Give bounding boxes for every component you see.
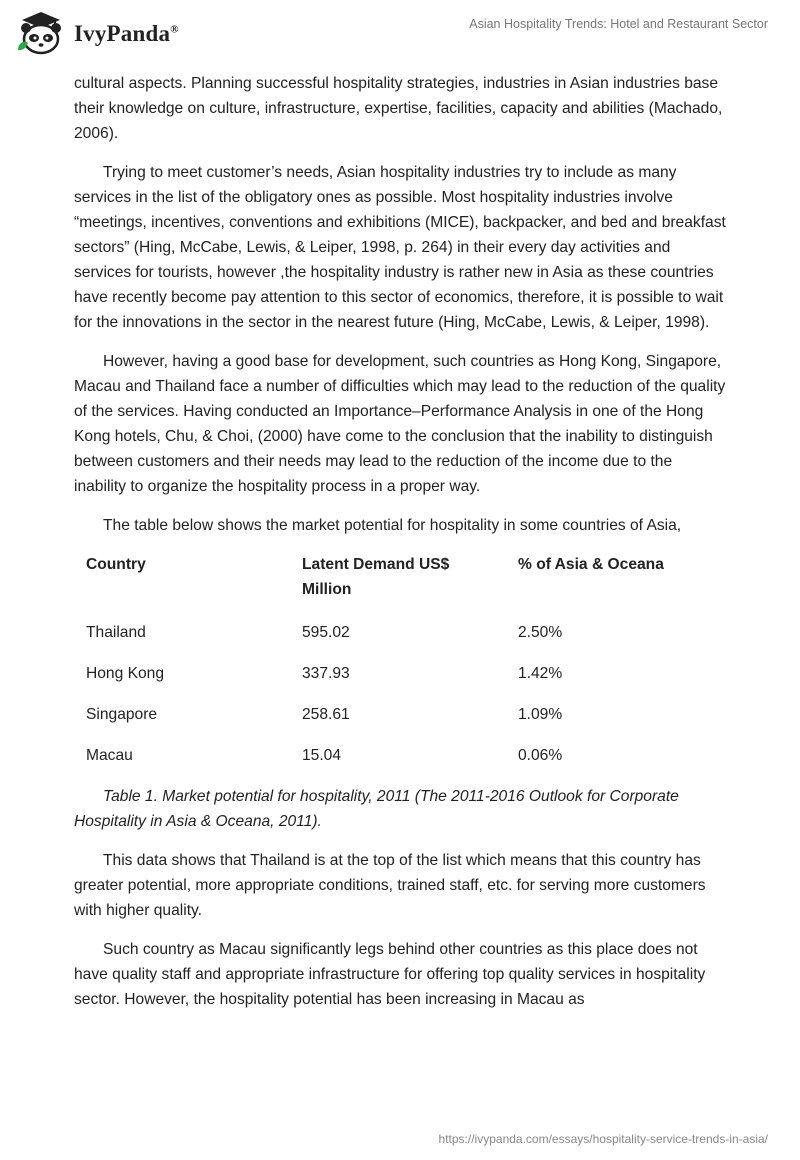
paragraph: Trying to meet customer’s needs, Asian hospitality industries try to include as many services in the list of the obligatory ones as possible. Most hospitality industries involve “meetings, incentives, conventions and exhibitions (MICE), backpacker, and bed and breakfast sectors” (Hing, McCabe, Lewis, & Leiper, 1998, p. 264) in their every day activities and services for tourists, however ,the hospitality industry is rather new in Asia as these countries have recently become pay attention to this sector of economics, therefore, it is possible to wait for the innovations in the sector in the nearest future (Hing, McCabe, Lewis, & Leiper, 1998). bbox=[74, 164, 726, 331]
cell-percent: 1.09% bbox=[518, 706, 563, 723]
panda-mascot-icon bbox=[14, 10, 68, 58]
paragraph: This data shows that Thailand is at the top of the list which means that this country has greater potential, more appropriate conditions, trained staff, etc. for serving more customers with higher quality. bbox=[74, 852, 706, 919]
cell-latent-demand: 258.61 bbox=[302, 706, 350, 723]
paragraph: cultural aspects. Planning successful hospitality strategies, industries in Asian industries base their knowledge on culture, infrastructure, expertise, facilities, capacity and abilities (Machado, 2006). bbox=[74, 75, 723, 142]
cell-percent: 0.06% bbox=[518, 747, 563, 764]
cell-country: Singapore bbox=[86, 706, 158, 723]
column-header-latent-demand: Latent Demand US$ Million bbox=[302, 556, 450, 598]
table-header-row bbox=[74, 542, 726, 612]
paragraph: Such country as Macau significantly legs behind other countries as this place does not have quality staff and appropriate infrastructure for offering top quality services in hospitality sector. However, the hospitality potential has been increasing in Macau as bbox=[74, 941, 706, 1008]
cell-country: Thailand bbox=[86, 624, 146, 641]
source-url[interactable]: https://ivypanda.com/essays/hospitality-service-trends-in-asia/ bbox=[438, 1132, 768, 1146]
cell-percent: 1.42% bbox=[518, 665, 563, 682]
table-row bbox=[74, 653, 726, 694]
cell-country: Macau bbox=[86, 747, 133, 764]
brand-name: IvyPanda® bbox=[74, 21, 179, 46]
essay-body bbox=[74, 71, 726, 1026]
page-header bbox=[0, 0, 800, 64]
cell-percent: 2.50% bbox=[518, 624, 563, 641]
table-row bbox=[74, 735, 726, 776]
table-row bbox=[74, 612, 726, 653]
ivypanda-logo[interactable] bbox=[14, 10, 179, 58]
cell-country: Hong Kong bbox=[86, 665, 165, 682]
market-potential-table bbox=[74, 542, 726, 776]
column-header-country: Country bbox=[86, 556, 146, 573]
column-header-percent: % of Asia & Oceana bbox=[518, 556, 664, 573]
table-caption: Table 1. Market potential for hospitality, 2011 (The 2011-2016 Outlook for Corporate Hospitality in Asia & Oceana, 2011). bbox=[74, 788, 679, 830]
paragraph: The table below shows the market potential for hospitality in some countries of Asia, bbox=[103, 517, 682, 534]
table-row bbox=[74, 694, 726, 735]
cell-latent-demand: 595.02 bbox=[302, 624, 350, 641]
cell-latent-demand: 15.04 bbox=[302, 747, 342, 764]
paragraph: However, having a good base for development, such countries as Hong Kong, Singapore, Macau and Thailand face a number of difficulties which may lead to the reduction of the quality of the services. Having conducted an Importance–Performance Analysis in one of the Hong Kong hotels, Chu, & Choi, (2000) have come to the conclusion that the inability to distinguish between customers and their needs may lead to the reduction of the income due to the inability to organize the hospitality process in a proper way. bbox=[74, 353, 726, 495]
cell-latent-demand: 337.93 bbox=[302, 665, 350, 682]
document-title: Asian Hospitality Trends: Hotel and Restaurant Sector bbox=[469, 17, 768, 31]
